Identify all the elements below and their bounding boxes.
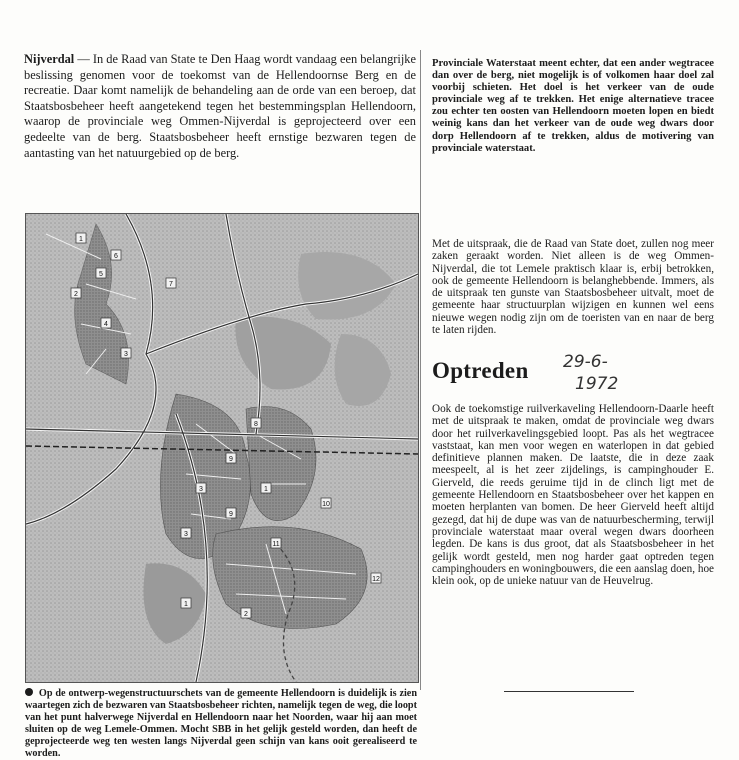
bullet-icon: [25, 688, 33, 696]
zone-number: 12: [372, 576, 380, 583]
zone-number: 2: [244, 611, 248, 618]
zone-number: 1: [184, 601, 188, 608]
zone-number: 4: [104, 321, 108, 328]
zone-number: 9: [229, 511, 233, 518]
article-intro: [24, 52, 416, 161]
right-column-bold-paragraph: Provinciale Waterstaat meent echter, dat een ander wegtracee dan over de berg, niet mogelijk is of volkomen haar doel zal voorbij schieten. Het doel is het verkeer van de oude provinciale weg af te trekken. Het enige alternatieve tracee zou echter ten oosten van Hellendoorn moeten lopen en biedt weinig kans dan het verkeer van de oude weg dwars door dorp Hellendoorn af te trekken, aldus de motivering van provinciale waterstaat.: [432, 58, 714, 154]
caption-text: Op de ontwerp-wegenstructuurschets van de gemeente Hellendoorn is duidelijk is zien waartegen zich de bezwaren van Staatsbosbeheer richten, namelijk tegen de weg, die loopt van het punt halverwege Nijverdal en Hellendoorn naar het Noorden, waar hij aan moet sluiten op de weg Lemele-Ommen. Mocht SBB in het gelijk gesteld worden, dan heeft de geprojecteerde weg ten westen langs Nijverdal geen schijn van kans ooit gerealiseerd te worden.: [25, 688, 417, 759]
handwritten-date-line-2: 1972: [575, 374, 619, 394]
zone-number: 7: [169, 281, 173, 288]
intro-text: — In de Raad van State te Den Haag wordt vandaag een belangrijke beslissing genomen voor de toekomst van de Hellendoornse Berg en de recreatie. Daar komt namelijk de behandeling aan de orde van een beroep, dat Staatsbosbeheer heeft aangetekend tegen het bestemmingsplan Hellendoorn, waarop de provinciale weg Ommen-Nijverdal is geprojecteerd over een gedeelte van de berg. Staatsbosbeheer heeft ernstige bezwaren tegen de aantasting van het natuurgebied op de berg.: [24, 52, 416, 160]
right-column-paragraph-2: Ook de toekomstige ruilverkaveling Hellendoorn-Daarle heeft met de uitspraak te maken, omdat de provinciale weg dwars door het ruilverkavelingsgebied loopt. Pas als het wegtracee vaststaat, kan men voor wegen en waterlopen in dat gebied definitieve plannen maken. De laatste, die in deze zaak meespeelt, al is het zeer zijdelings, is campinghouder E. Gierveld, die reeds geruime tijd in de clinch ligt met de gemeente Hellendoorn en Staatsbosbeheer over het kappen en moeten herplanten van bomen. De heer Gierveld heeft altijd gezegd, dat hij de dupe was van de natuurbescherming, terwijl provinciale waterstaat maar overal wegen dwars doorheen legden. De kans is dus groot, dat als Staatsbosbeheer in het gelijk wordt gesteld, men nog harder gaat optreden tegen campinghouders en woningbouwers, die een aanslag doen, hoe klein ook, op de unieke natuur van de Heuvelrug.: [432, 403, 714, 588]
zone-number: 1: [264, 486, 268, 493]
zone-number: 11: [272, 541, 280, 548]
zone-number: 3: [184, 531, 188, 538]
zone-number: 3: [124, 351, 128, 358]
dateline: Nijverdal: [24, 52, 75, 66]
zone-number: 10: [322, 501, 330, 508]
right-column-paragraph-1: Met de uitspraak, die de Raad van State doet, zullen nog meer zaken geraakt worden. Niet alleen is de weg Ommen-Nijverdal, die tot Lemele praktisch klaar is, erbij betrokken, ook de gemeente Hellendoorn is belanghebbende. Immers, als de uitspraak ten gunste van Staatsbosbeheer uitvalt, moet de gemeente haar structuurplan wijzigen en kunnen wel eens nieuwe wegen nodig zijn om de toeristen van en naar de berg te laten rijden.: [432, 238, 714, 337]
zone-number: 1: [79, 236, 83, 243]
zone-number: 6: [114, 253, 118, 260]
column-divider: [420, 50, 421, 690]
zone-number: 3: [199, 486, 203, 493]
subheading: Optreden: [432, 358, 529, 383]
map-caption: [25, 688, 417, 760]
zone-number: 5: [99, 271, 103, 278]
zone-number: 2: [74, 291, 78, 298]
road-structure-map: [25, 213, 419, 683]
zone-number: 9: [229, 456, 233, 463]
handwritten-date-line-1: 29-6-: [563, 352, 608, 372]
map-drawing: [26, 214, 418, 682]
zone-number: 8: [254, 421, 258, 428]
end-of-article-rule: [504, 691, 634, 692]
